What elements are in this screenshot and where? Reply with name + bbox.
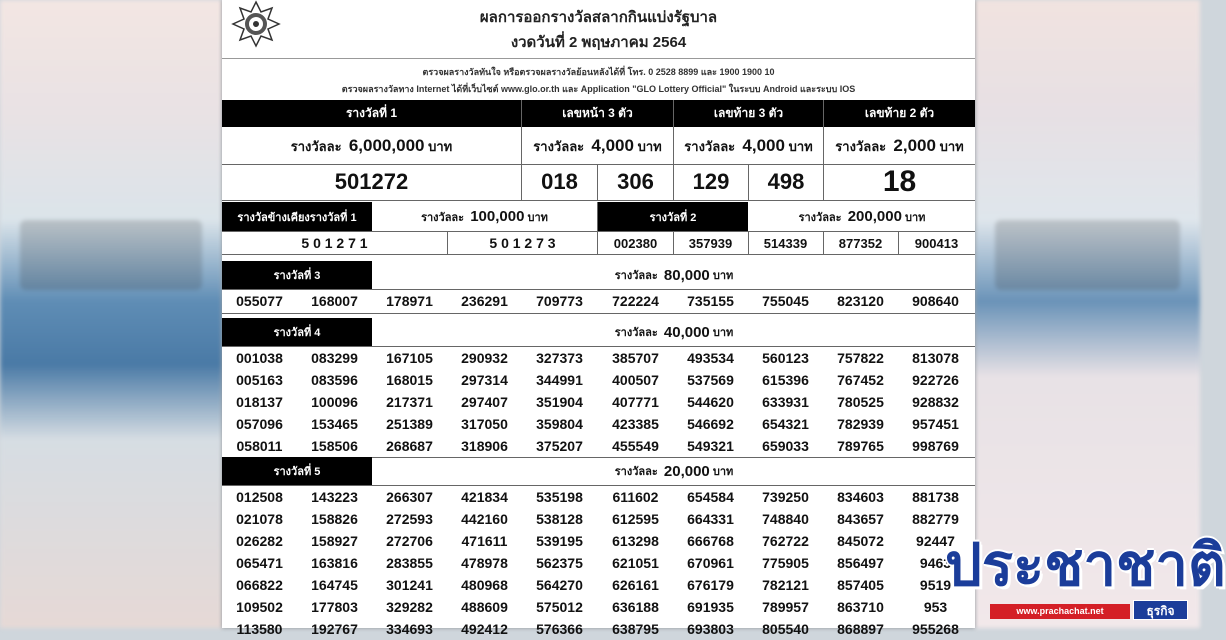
winning-number: 153465 [311, 416, 358, 432]
prize2-number: 514339 [763, 235, 808, 251]
winning-number: 922726 [912, 372, 959, 388]
winning-number: 549321 [687, 438, 734, 454]
prize4-header: รางวัลที่ 4 [222, 318, 372, 346]
prize5-header: รางวัลที่ 5 [222, 457, 372, 485]
prize4-numbers [222, 347, 975, 457]
winning-number: 856497 [837, 555, 884, 571]
prize3-header: รางวัลที่ 3 [222, 261, 372, 289]
last3-number-1: 129 [692, 169, 730, 194]
winning-number: 676179 [687, 577, 734, 593]
winning-number: 026282 [236, 533, 283, 549]
winning-number: 654584 [687, 489, 734, 505]
winning-number: 327373 [536, 350, 583, 366]
prize2-number: 877352 [838, 235, 883, 251]
winning-number: 755045 [762, 293, 809, 309]
winning-number: 158927 [311, 533, 358, 549]
winning-number: 789765 [837, 438, 884, 454]
last2-amount: รางวัลละ 2,000 บาท [835, 136, 964, 155]
winning-number: 748840 [762, 511, 809, 527]
logo-url: www.prachachat.net [990, 604, 1130, 619]
winning-number: 775905 [762, 555, 809, 571]
near1-number-2: 5 0 1 2 7 3 [489, 235, 556, 251]
winning-number: 083596 [311, 372, 358, 388]
winning-number: 612595 [612, 511, 659, 527]
winning-number: 805540 [762, 621, 809, 637]
page-title: ผลการออกรางวัลสลากกินแบ่งรัฐบาล [479, 9, 718, 26]
winning-number: 843657 [837, 511, 884, 527]
winning-number: 272706 [386, 533, 433, 549]
winning-number: 576366 [536, 621, 583, 637]
winning-number: 297314 [461, 372, 508, 388]
winning-number: 544620 [687, 394, 734, 410]
winning-number: 845072 [837, 533, 884, 549]
winning-number: 638795 [612, 621, 659, 637]
winning-number: 562375 [536, 555, 583, 571]
number-row [222, 391, 975, 413]
prize2-number: 900413 [914, 235, 959, 251]
winning-number: 018137 [236, 394, 283, 410]
winning-number: 163816 [311, 555, 358, 571]
number-row [222, 574, 975, 596]
sheet-header [222, 0, 975, 100]
winning-number: 066822 [236, 577, 283, 593]
winning-number: 283855 [386, 555, 433, 571]
winning-number: 560123 [762, 350, 809, 366]
front3-amount: รางวัลละ 4,000 บาท [533, 136, 662, 155]
winning-number: 813078 [912, 350, 959, 366]
winning-number: 318906 [461, 438, 508, 454]
last3-header: เลขท้าย 3 ตัว [674, 100, 823, 127]
last3-amount: รางวัลละ 4,000 บาท [684, 136, 813, 155]
logo-sub: ธุรกิจ [1133, 600, 1188, 620]
winning-number: 351904 [536, 394, 583, 410]
winning-number: 471611 [461, 533, 508, 549]
winning-number: 789957 [762, 599, 809, 615]
winning-number: 834603 [837, 489, 884, 505]
winning-number: 344991 [536, 372, 583, 388]
winning-number: 065471 [236, 555, 283, 571]
info-phone: ตรวจผลรางวัลทันใจ หรือตรวจผลรางวัลย้อนหลังได้ที่ โทร. 0 2528 8899 และ 1900 1900 10 [422, 67, 775, 77]
winning-number: 100096 [311, 394, 358, 410]
prize2-number: 002380 [613, 235, 658, 251]
background-left [0, 0, 222, 628]
number-row [222, 552, 975, 574]
prize2-amount: รางวัลละ 200,000 บาท [798, 208, 926, 225]
winning-number: 757822 [837, 350, 884, 366]
winning-number: 881738 [912, 489, 959, 505]
prachachat-logo [945, 525, 1226, 623]
winning-number: 167105 [386, 350, 433, 366]
winning-number: 021078 [236, 511, 283, 527]
prize2-header: รางวัลที่ 2 [598, 202, 748, 231]
winning-number: 953 [923, 599, 948, 615]
winning-number: 158506 [311, 438, 358, 454]
last3-number-2: 498 [767, 169, 805, 194]
winning-number: 722224 [612, 293, 659, 309]
winning-number: 882779 [912, 511, 959, 527]
winning-number: 442160 [461, 511, 508, 527]
winning-number: 621051 [612, 555, 659, 571]
winning-number: 693803 [687, 621, 734, 637]
winning-number: 192767 [311, 621, 358, 637]
winning-number: 083299 [311, 350, 358, 366]
winning-number: 613298 [612, 533, 659, 549]
winning-number: 626161 [612, 577, 659, 593]
winning-number: 9519 [919, 577, 952, 593]
number-row [222, 435, 975, 457]
front3-number-2: 306 [617, 169, 654, 194]
info-internet: ตรวจผลรางวัลทาง Internet ได้ที่เว็บไซต์ www.glo.or.th และ Application "GLO Lottery Official" ในระบบ Android และระบบ IOS [341, 84, 856, 94]
prize4-amount: รางวัลละ 40,000 บาท [614, 323, 734, 341]
winning-number: 780525 [837, 394, 884, 410]
winning-number: 546692 [687, 416, 734, 432]
winning-number: 767452 [837, 372, 884, 388]
winning-number: 478978 [461, 555, 508, 571]
winning-number: 055077 [236, 293, 283, 309]
winning-number: 488609 [461, 599, 508, 615]
winning-number: 857405 [837, 577, 884, 593]
winning-number: 633931 [762, 394, 809, 410]
winning-number: 168007 [311, 293, 358, 309]
winning-number: 575012 [536, 599, 583, 615]
logo-name: ประชาชาติ [945, 531, 1226, 599]
winning-number: 957451 [912, 416, 959, 432]
winning-number: 301241 [386, 577, 433, 593]
winning-number: 177803 [311, 599, 358, 615]
near1-amount: รางวัลละ 100,000 บาท [421, 208, 548, 225]
winning-number: 217371 [386, 394, 433, 410]
winning-number: 400507 [612, 372, 659, 388]
winning-number: 334693 [386, 621, 433, 637]
winning-number: 058011 [236, 438, 283, 454]
winning-number: 385707 [612, 350, 659, 366]
winning-number: 908640 [912, 293, 959, 309]
winning-number: 268687 [386, 438, 433, 454]
winning-number: 868897 [837, 621, 884, 637]
lottery-result-sheet [222, 0, 975, 637]
winning-number: 236291 [461, 293, 508, 309]
winning-number: 636188 [612, 599, 659, 615]
winning-number: 272593 [386, 511, 433, 527]
last2-number: 18 [882, 165, 917, 198]
number-row [222, 596, 975, 618]
winning-number: 455549 [612, 438, 659, 454]
draw-date: งวดวันที่ 2 พฤษภาคม 2564 [510, 34, 687, 51]
winning-number: 407771 [612, 394, 659, 410]
winning-number: 421834 [461, 489, 508, 505]
winning-number: 266307 [386, 489, 433, 505]
winning-number: 493534 [687, 350, 734, 366]
winning-number: 670961 [687, 555, 734, 571]
winning-number: 539195 [536, 533, 583, 549]
front3-header: เลขหน้า 3 ตัว [522, 100, 673, 127]
winning-number: 691935 [687, 599, 734, 615]
winning-number: 164745 [311, 577, 358, 593]
winning-number: 113580 [236, 621, 283, 637]
winning-number: 537569 [687, 372, 734, 388]
winning-number: 735155 [687, 293, 734, 309]
winning-number: 709773 [536, 293, 583, 309]
winning-number: 955268 [912, 621, 959, 637]
winning-number: 001038 [236, 350, 283, 366]
prize5-numbers [222, 486, 975, 640]
winning-number: 782939 [837, 416, 884, 432]
winning-number: 168015 [386, 372, 433, 388]
last2-header: เลขท้าย 2 ตัว [824, 100, 975, 127]
number-row [222, 530, 975, 552]
winning-number: 998769 [912, 438, 959, 454]
winning-number: 109502 [236, 599, 283, 615]
winning-number: 538128 [536, 511, 583, 527]
winning-number: 564270 [536, 577, 583, 593]
number-row [222, 486, 975, 508]
winning-number: 251389 [386, 416, 433, 432]
winning-number: 423385 [612, 416, 659, 432]
number-row [222, 508, 975, 530]
winning-number: 143223 [311, 489, 358, 505]
prize2-number: 357939 [688, 235, 733, 251]
winning-number: 863710 [837, 599, 884, 615]
winning-number: 012508 [236, 489, 283, 505]
front3-number-1: 018 [541, 169, 578, 194]
winning-number: 611602 [612, 489, 659, 505]
winning-number: 928832 [912, 394, 959, 410]
winning-number: 615396 [762, 372, 809, 388]
number-row [222, 347, 975, 369]
winning-number: 290932 [461, 350, 508, 366]
winning-number: 329282 [386, 599, 433, 615]
winning-number: 92447 [916, 533, 955, 549]
winning-number: 297407 [461, 394, 508, 410]
winning-number: 823120 [837, 293, 884, 309]
winning-number: 317050 [461, 416, 508, 432]
winning-number: 664331 [687, 511, 734, 527]
winning-number: 762722 [762, 533, 809, 549]
near1-header: รางวัลข้างเคียงรางวัลที่ 1 [222, 202, 372, 231]
number-row [222, 369, 975, 391]
winning-number: 535198 [536, 489, 583, 505]
prize1-amount: รางวัลละ 6,000,000 บาท [290, 136, 453, 155]
winning-number: 492412 [461, 621, 508, 637]
winning-number: 739250 [762, 489, 809, 505]
number-row [222, 618, 975, 640]
winning-number: 057096 [236, 416, 283, 432]
winning-number: 375207 [536, 438, 583, 454]
winning-number: 659033 [762, 438, 809, 454]
prize5-amount: รางวัลละ 20,000 บาท [614, 462, 734, 480]
prize3-numbers [222, 290, 975, 312]
number-row [222, 290, 975, 312]
near1-number-1: 5 0 1 2 7 1 [301, 235, 368, 251]
winning-number: 178971 [386, 293, 433, 309]
prize1-number: 501272 [334, 169, 409, 194]
header-divider [222, 58, 975, 59]
winning-number: 480968 [461, 577, 508, 593]
winning-number: 005163 [236, 372, 283, 388]
winning-number: 666768 [687, 533, 734, 549]
prize3-amount: รางวัลละ 80,000 บาท [614, 266, 734, 284]
winning-number: 782121 [762, 577, 809, 593]
prize1-header: รางวัลที่ 1 [222, 100, 521, 127]
winning-number: 359804 [536, 416, 583, 432]
number-row [222, 413, 975, 435]
winning-number: 654321 [762, 416, 809, 432]
winning-number: 9463 [919, 555, 952, 571]
winning-number: 158826 [311, 511, 358, 527]
